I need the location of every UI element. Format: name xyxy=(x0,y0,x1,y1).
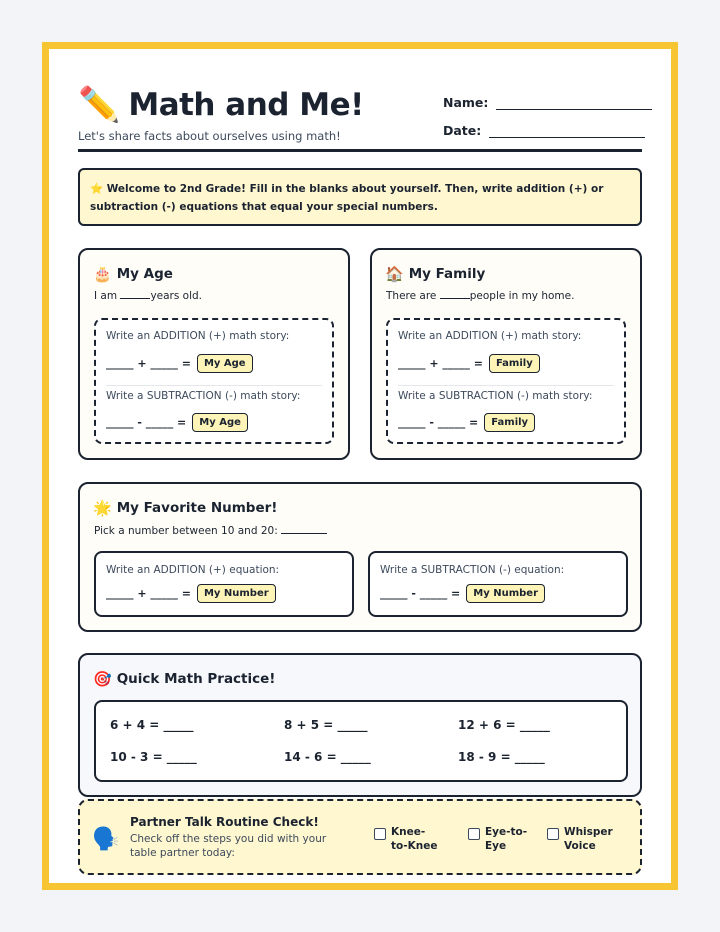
house-icon: 🏠 xyxy=(385,265,404,283)
age-add-tag: My Age xyxy=(197,354,253,373)
age-divider xyxy=(106,385,322,386)
age-blank[interactable] xyxy=(120,298,150,299)
family-text-after: people in my home. xyxy=(469,290,575,302)
practice-problem[interactable]: 14 - 6 = _____ xyxy=(284,750,371,764)
family-sub-prompt: Write a SUBTRACTION (-) math story: xyxy=(398,390,593,402)
family-sub-equation[interactable] xyxy=(398,413,535,432)
check-label: Whisper Voice xyxy=(564,826,613,852)
favorite-number-title xyxy=(93,499,277,517)
pencil-icon: ✏️ xyxy=(78,85,121,125)
worksheet-header xyxy=(78,77,648,157)
family-add-eq-text: _____ + _____ = xyxy=(398,357,483,370)
age-add-prompt: Write an ADDITION (+) math story: xyxy=(106,330,290,342)
family-text-before: There are xyxy=(386,290,440,302)
age-sub-prompt: Write a SUBTRACTION (-) math story: xyxy=(106,390,301,402)
age-text-before: I am xyxy=(94,290,121,302)
date-line[interactable] xyxy=(489,124,645,138)
practice-problem[interactable]: 18 - 9 = _____ xyxy=(458,750,545,764)
intro-banner: ⭐ Welcome to 2nd Grade! Fill in the blanks about yourself. Then, write addition (+) or subtraction (-) equations that equal your special numbers. xyxy=(78,168,642,226)
page-title: Math and Me! xyxy=(128,87,364,123)
age-text-after: years old. xyxy=(150,290,203,302)
family-add-tag: Family xyxy=(489,354,540,373)
name-line[interactable] xyxy=(496,96,652,110)
practice-problem[interactable]: 10 - 3 = _____ xyxy=(110,750,197,764)
cake-icon: 🎂 xyxy=(93,265,112,283)
age-sub-eq-text: _____ - _____ = xyxy=(106,416,187,429)
favorite-sub-equation[interactable] xyxy=(380,584,545,603)
favorite-number-card xyxy=(78,482,642,632)
partner-instructions: Check off the steps you did with your table partner today: xyxy=(130,833,327,859)
age-add-eq-text: _____ + _____ = xyxy=(106,357,191,370)
name-field[interactable] xyxy=(443,95,652,110)
favorite-number-title-text: My Favorite Number! xyxy=(116,500,278,516)
practice-title xyxy=(93,670,275,688)
favorite-sub-eq-text: _____ - _____ = xyxy=(380,587,461,600)
practice-problem[interactable]: 12 + 6 = _____ xyxy=(458,718,550,732)
favorite-number-sentence xyxy=(94,525,327,537)
practice-title-text: Quick Math Practice! xyxy=(116,671,276,687)
date-label: Date: xyxy=(443,123,482,138)
partner-talk-card xyxy=(78,799,642,875)
age-sub-equation[interactable] xyxy=(106,413,248,432)
worksheet-page xyxy=(42,42,678,890)
age-sentence xyxy=(94,290,202,302)
my-family-card xyxy=(370,248,642,460)
quick-math-practice-card xyxy=(78,653,642,797)
checkbox[interactable] xyxy=(374,828,386,840)
partner-title: Partner Talk Routine Check! xyxy=(130,815,319,829)
favorite-add-tag: My Number xyxy=(197,584,276,603)
name-label: Name: xyxy=(443,95,489,110)
favorite-add-box xyxy=(94,551,354,617)
favorite-add-equation[interactable] xyxy=(106,584,276,603)
check-label: Eye-to-Eye xyxy=(485,826,528,852)
favorite-add-eq-text: _____ + _____ = xyxy=(106,587,191,600)
age-add-equation[interactable] xyxy=(106,354,253,373)
star-icon: 🌟 xyxy=(93,499,112,517)
practice-problems-box xyxy=(94,700,628,782)
date-field[interactable] xyxy=(443,123,645,138)
header-divider xyxy=(78,149,642,152)
age-stories-box xyxy=(94,318,334,444)
check-label: Knee-to-Knee xyxy=(391,826,438,852)
family-add-equation[interactable] xyxy=(398,354,540,373)
family-add-prompt: Write an ADDITION (+) math story: xyxy=(398,330,582,342)
speaking-head-icon: 🗣️ xyxy=(92,827,120,852)
favorite-sub-prompt: Write a SUBTRACTION (-) equation: xyxy=(380,564,565,576)
checkbox[interactable] xyxy=(547,828,559,840)
pick-number-text: Pick a number between 10 and 20: xyxy=(94,525,282,537)
my-age-card xyxy=(78,248,350,460)
check-eye-to-eye[interactable] xyxy=(468,825,533,853)
my-age-title xyxy=(93,265,173,283)
page-subtitle: Let's share facts about ourselves using math! xyxy=(78,129,341,143)
my-family-title-text: My Family xyxy=(408,266,486,282)
favorite-number-blank[interactable] xyxy=(281,533,327,534)
my-age-title-text: My Age xyxy=(116,266,173,282)
my-family-title xyxy=(385,265,485,283)
practice-problem[interactable]: 8 + 5 = _____ xyxy=(284,718,368,732)
family-sentence xyxy=(386,290,574,302)
practice-problem[interactable]: 6 + 4 = _____ xyxy=(110,718,194,732)
family-sub-tag: Family xyxy=(484,413,535,432)
favorite-sub-tag: My Number xyxy=(466,584,545,603)
family-sub-eq-text: _____ - _____ = xyxy=(398,416,479,429)
check-knee-to-knee[interactable] xyxy=(374,825,439,853)
favorite-add-prompt: Write an ADDITION (+) equation: xyxy=(106,564,280,576)
checkbox[interactable] xyxy=(468,828,480,840)
target-icon: 🎯 xyxy=(93,670,112,688)
favorite-sub-box xyxy=(368,551,628,617)
family-divider xyxy=(398,385,614,386)
family-blank[interactable] xyxy=(440,298,470,299)
family-stories-box xyxy=(386,318,626,444)
age-sub-tag: My Age xyxy=(192,413,248,432)
check-whisper-voice[interactable] xyxy=(547,825,612,853)
